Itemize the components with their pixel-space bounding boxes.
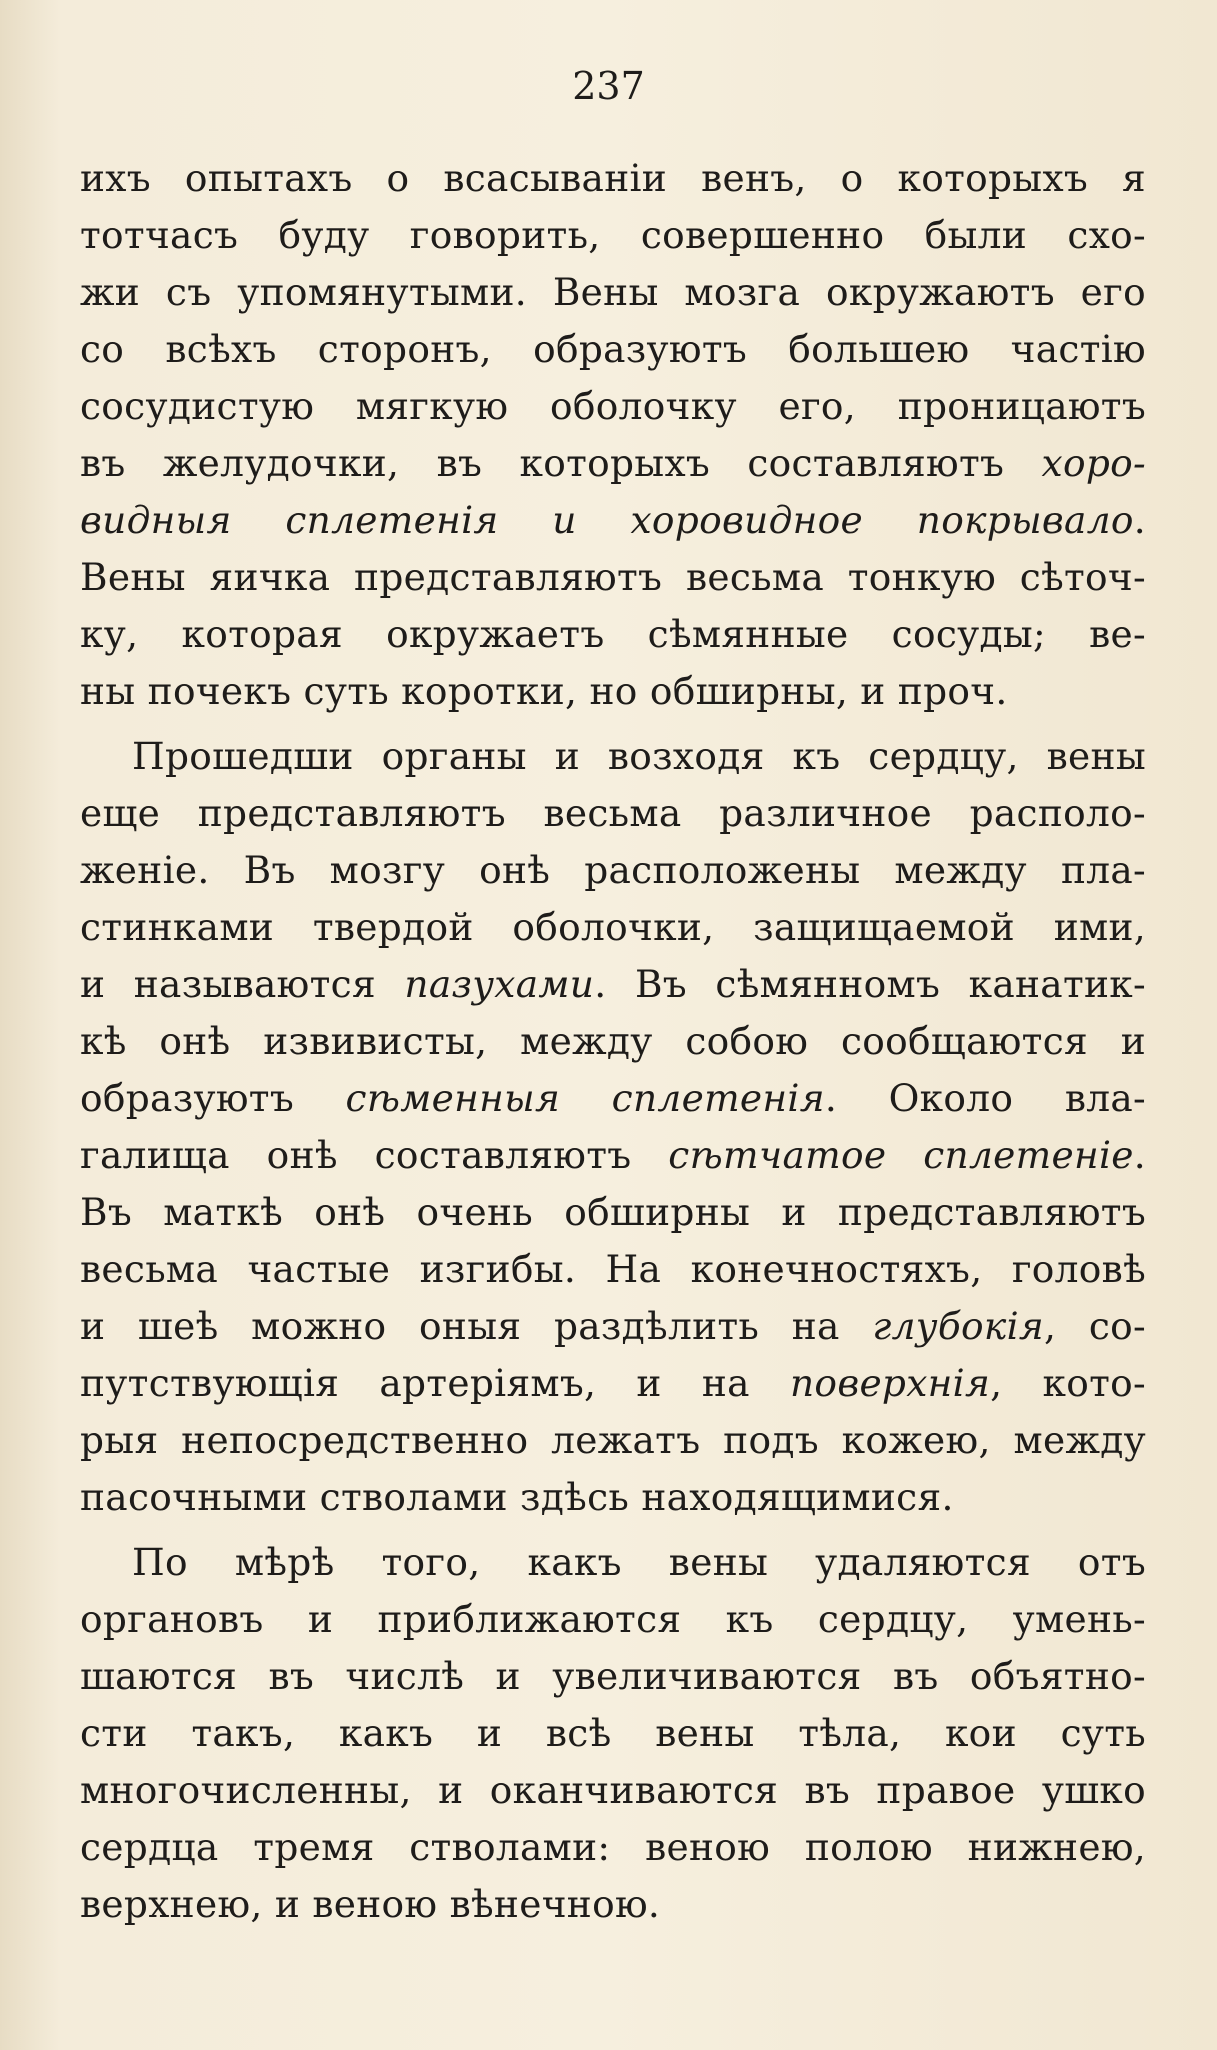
text-line: [80, 956, 1146, 1013]
text-line: стинками твердой оболочки, защищаемой ими,: [80, 905, 1146, 949]
text-line: жи съ упомянутыми. Вены мозга окружаютъ его: [80, 270, 1146, 314]
text-line: со всѣхъ сторонъ, образуютъ большею частію: [80, 327, 1146, 371]
line-text: въ желудочки, въ которыхъ составляютъ: [80, 441, 1042, 485]
text-line: Прошедши органы и возходя къ сердцу, вены: [132, 734, 1146, 778]
text-line: Вены яичка представляютъ весьма тонкую сѣточ-: [80, 555, 1146, 599]
body-text: [80, 150, 1146, 1933]
line-text: . Около вла-: [824, 1076, 1146, 1120]
italic-term: видныя сплетенія и хоровидное покрывало: [80, 498, 1134, 542]
text-line: тотчасъ буду говорить, совершенно были схо-: [80, 213, 1146, 257]
line-text: путствующія артеріямъ, и на: [80, 1361, 790, 1405]
text-line: сосудистую мягкую оболочку его, проницаютъ: [80, 384, 1146, 428]
line-text: . Въ сѣмянномъ канатик-: [594, 962, 1146, 1006]
italic-term: сѣтчатое сплетеніе: [668, 1133, 1134, 1177]
text-line: ку, которая окружаетъ сѣмянные сосуды; ве-: [80, 612, 1146, 656]
italic-term: глубокія: [872, 1304, 1045, 1348]
line-text: .: [1133, 1133, 1146, 1177]
page-number: 237: [572, 64, 645, 108]
text-line: пасочными стволами здѣсь находящимися.: [80, 1475, 954, 1519]
paragraph-gap: [80, 720, 1146, 728]
text-line: [80, 492, 1146, 549]
text-line: верхнею, и веною вѣнечною.: [80, 1882, 661, 1926]
italic-term: хоро-: [1041, 441, 1146, 485]
text-line: ихъ опытахъ о всасываніи венъ, о которыхъ я: [80, 156, 1146, 200]
text-line: весьма частые изгибы. На конечностяхъ, головѣ: [80, 1247, 1146, 1291]
text-line: Въ маткѣ онѣ очень обширны и представляютъ: [80, 1190, 1146, 1234]
text-line: [80, 1070, 1146, 1127]
text-line: ны почекъ суть коротки, но обширны, и проч.: [80, 669, 1008, 713]
paragraph-gap: [80, 1526, 1146, 1534]
line-text: и шеѣ можно оныя раздѣлить на: [80, 1304, 873, 1348]
text-line: [80, 1298, 1146, 1355]
line-text: .: [1133, 498, 1146, 542]
text-line: еще представляютъ весьма различное располо-: [80, 791, 1146, 835]
text-line: По мѣрѣ того, какъ вены удаляются отъ: [132, 1540, 1146, 1584]
text-line: многочисленны, и оканчиваются въ правое ушко: [80, 1768, 1146, 1812]
italic-term: сѣменныя сплетенія: [345, 1076, 825, 1120]
line-text: образуютъ: [80, 1076, 346, 1120]
text-line: шаются въ числѣ и увеличиваются въ объятно-: [80, 1654, 1146, 1698]
line-text: и называются: [80, 962, 405, 1006]
line-text: , со-: [1044, 1304, 1146, 1348]
italic-term: пазухами: [404, 962, 595, 1006]
italic-term: поверхнія: [789, 1361, 991, 1405]
text-line: [80, 1355, 1146, 1412]
text-line: рыя непосредственно лежатъ подъ кожею, между: [80, 1418, 1146, 1462]
line-text: галища онѣ составляютъ: [80, 1133, 669, 1177]
text-line: органовъ и приближаются къ сердцу, умень-: [80, 1597, 1146, 1641]
text-line: сердца тремя стволами: веною полою нижнею,: [80, 1825, 1146, 1869]
text-line: [80, 1127, 1146, 1184]
text-line: сти такъ, какъ и всѣ вены тѣла, кои суть: [80, 1711, 1146, 1755]
text-line: кѣ онѣ извивисты, между собою сообщаются и: [80, 1019, 1146, 1063]
text-line: [80, 435, 1146, 492]
text-line: женіе. Въ мозгу онѣ расположены между пла-: [80, 848, 1146, 892]
line-text: , кото-: [990, 1361, 1146, 1405]
